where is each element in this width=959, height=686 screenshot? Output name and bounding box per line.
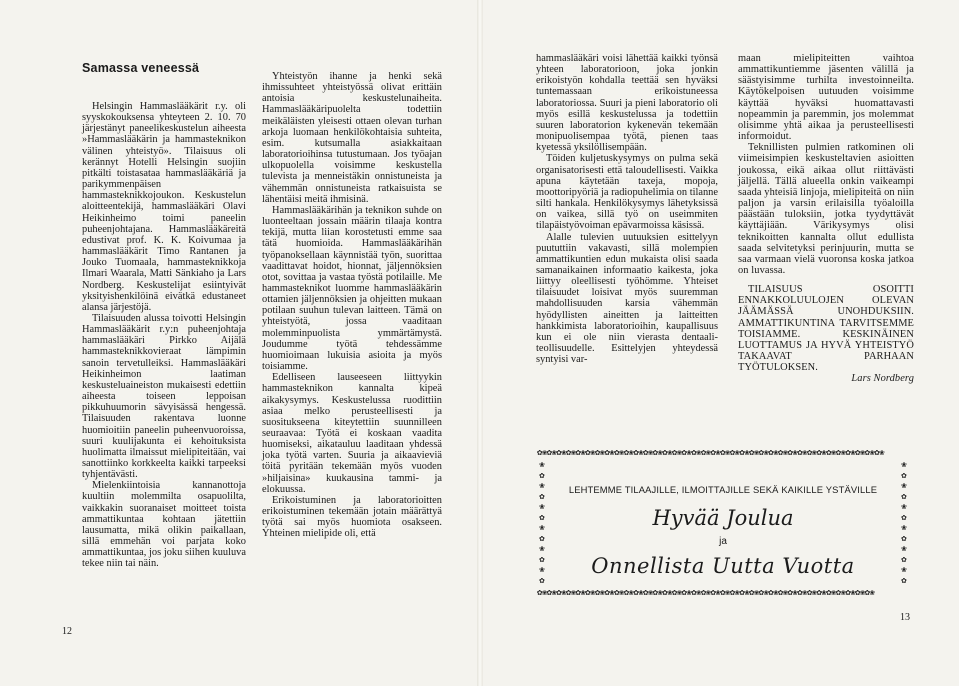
paragraph: Alalle tulevien uutuuksien esittelyyn puututtiin vakavasti, sillä molempien ammattikuntien edun mukaista olisi saada samanaikainen informaatio kaikesta, joka liittyy oleellisesti työhömme. Yhteiset tilaisuudet loisivat myös suuremman mahdollisuuden karsia vähemmän hyödyllisten aineitten ja laitteitten hankkimista laboratorioihin, kaupallisuus kun ei ole niin vierasta dentaali-teollisuudelle. Esittelyjen yhteydessä syntyisi var- [536, 231, 718, 366]
closing-statement: TILAISUUS OSOITTI ENNAKKOLUULOJEN OLEVAN JÄÄMÄSSÄ UNOHDUKSIIN. AMMATTIKUNTINA TARVITSEMME TOISIAMME. KESKINÄINEN LUOTTAMUS JA HYVÄ YHTEISTYÖ TAKAAVAT PARHAAN TYÖTULOKSEN. [738, 284, 914, 374]
article-column-1 [82, 101, 246, 570]
paragraph: Tilaisuuden alussa toivotti Helsingin Hammaslääkärit r.y:n puheenjohtaja hammaslääkäri Pirkko Aijälä hammasteknikkovieraat lämpimin sanoin tervetulleiksi. Hammaslääkäri Heikinheimon laatiman keskusteluaineiston mukaisesti edettiin aiheesta toiseen leppoisan pikkuhuumorin sävyisässä hengessä. Tilaisuuden rakentava luonne huomioitiin paneelin puheenvuoroissa, suuri kuulijakunta ei kehoituksista huolimatta ilmaissut mielipiteitään, vai sanottiinko korkkeelta kaikki tarpeeksi tyhjentävästi. [82, 312, 246, 481]
paragraph: Erikoistuminen ja laboratorioitten erikoistuminen tekemään jotain määrättyä työtä sai myös huomiota osakseen. Yhteinen mielipide oli, että [262, 494, 442, 540]
paragraph: Yhteistyön ihanne ja henki sekä ihmissuhteet yhteistyössä olivat erittäin antoisia keskustelunaiheita. Hammaslääkäripuolelta todettiin meikäläisten yleisesti ottaen olevan turhan arkoja luomaan henkilökohtaisia suhteita, esim. kutsumalla asiakkaitaan laboratorioihinsa tutustumaan. Jos työajan ulkopuolella voisimme keskustella tulevista ja menneistäkin onnistuneista ja vähemmän onnistuneista ratkaisuista se lähentäisi meitä ihmisinä. [262, 71, 442, 205]
paragraph: Töiden kuljetuskysymys on pulma sekä organisatorisesti että taloudellisesti. Vaikka apuna käytetään taxeja, mopoja, moottoripyöriä ja radiopuhelimia on tilanne silti hankala. Henkilökysymys lähetyksissä on vaikea, sillä työ on useimmiten tilapäistyövoiman epävarmoissa käsissä. [536, 153, 718, 232]
ornament-border-left: ❀ ✿ ❀ ✿ ❀ ✿ ❀ ✿ ❀ ✿ ❀ ✿ [539, 460, 545, 586]
paragraph: Teknillisten pulmien ratkominen oli viimeisimpien keskusteltavien asioitten joukossa, eikä aikaa ollut riittävästi jäljellä. Tällä alueella onkin vaikeampi saada yhteisiä linjoja, mielipiteitä on niin paljon ja varsin erilaisilla työaloilla päästään tuloksiin, jotka tyydyttävät käyttäjiään. Värikysymys olisi teknikoitten kannalta ollut edullista saada selvitetyksi perinjuurin, mutta se saa varmaan vielä vuoronsa koska jatkoa on luvassa. [738, 142, 914, 276]
paragraph: hammaslääkäri voisi lähettää kaikki työnsä yhteen laboratorioon, joka jonkin erikoistyön kohdalla teettää sen hyväksi tuntemassaan erikoistuneessa laboratoriossa. Suuri ja pieni laboratorio oli myös esillä keskustelussa ja todettiin suuren laboratorion kykenevän tekemään monipuolisempaa työtä, pienen taas kyetessä yksilöllisempään. [536, 53, 718, 154]
article-column-4 [738, 53, 914, 385]
article-column-3 [536, 53, 718, 365]
author-signature: Lars Nordberg [851, 373, 914, 385]
ornament-border-top: ✿❀✿❀✿❀✿❀✿❀✿❀✿❀✿❀✿❀✿❀✿❀✿❀✿❀✿❀✿❀✿❀✿❀✿❀✿❀✿❀✿❀✿❀✿❀✿❀✿❀✿❀✿❀✿❀✿❀✿❀✿❀✿❀✿❀✿❀✿❀✿❀ [537, 448, 884, 458]
paragraph: maan mielipiteitten vaihtoa ammattikuntiemme jäsenten välillä ja säästyisimme turhilta investoinneilta. Käytökelpoisen uutuuden voisimme käyttää hyväksi huomattavasti nopeammin ja paremmin, jos molemmat olisimme yhtä aikaa ja perusteellisesti informoidut. [738, 53, 914, 143]
greeting-christmas: Hyvää Joulua [652, 506, 794, 530]
paragraph: Edelliseen lauseeseen liittyykin hammasteknikon kannalta kipeä aikakysymys. Keskustelussa ruodittiin asiaa melko perusteellisesti ja suositukseena kiteytettiin suunnilleen seuraavaa: Työtä ei koskaan vaadita huomiseksi, aikatauluu laaditaan yhdessä joka työtä varten. Suuria ja aikaavieviä töitä pyritään tekemään myös vuoden »hiljaisina» kuukausina tammi- ja elokuussa. [262, 372, 442, 495]
paragraph: Helsingin Hammaslääkärit r.y. oli syyskokouksensa yhteyteen 2. 10. 70 järjestänyt paneelikeskustelun aiheesta »Hammaslääkärin ja hammasteknikon välinen yhteistyö». Tilaisuus oli kerännyt Hotelli Helsingin suojiin pitkälti toistasataa hammaslääkäriä ja parikymmenpäisen hammasteknikkojoukon. Keskustelun aloitteentekijä, hammaslääkäri Olavi Heikinheimo toimi paneelin puheenjohtajana. Hammaslääkäreitä edustivat prof. K. K. Koivumaa ja hammaslääkärit Timo Rantanen ja Jouko Tuomaala, hammasteknikkoja Ilmari Waarala, Matti Sänkiaho ja Lars Nordberg. Keskustelijat esiintyivät yksityishenkilöinä eivätkä edustaneet alansa järjestöjä. [82, 101, 246, 313]
page-number-left: 12 [62, 626, 72, 637]
article-column-2 [262, 71, 442, 540]
ornament-border-bottom: ✿❀✿❀✿❀✿❀✿❀✿❀✿❀✿❀✿❀✿❀✿❀✿❀✿❀✿❀✿❀✿❀✿❀✿❀✿❀✿❀✿❀✿❀✿❀✿❀✿❀✿❀✿❀✿❀✿❀✿❀✿❀✿❀✿❀✿❀✿❀ [537, 588, 875, 598]
greeting-and: ja [719, 536, 727, 547]
paragraph: Hammaslääkärihän ja teknikon suhde on luonteeltaan jossain määrin tilaaja kontra tekijä, mutta liian korostetusti emme saa tätä huomioida. Hammaslääkärihän työpanoksellaan käynnistää työn, suorittaa vaadittavat hoidot, hionnat, jäljennöksien otot, sovittaa ja vastaa työstä potilaille. Me hammasteknikot luomme hammaslääkärin ottamien jäljennöksien ja ohjeitten mukaan potilaan suuhun tulevan laitteen. Tämä on yhteistyötä, jossa vaaditaan molemminpuolista ymmärtämystä. Joudumme työtä tehdessämme huomioimaan lukuisia asioita ja myös toisiamme. [262, 204, 442, 373]
page-number-right: 13 [900, 612, 910, 623]
season-greeting-box [537, 448, 909, 598]
paragraph: Mielenkiintoisia kannanottoja kuultiin molemmilta osapuolilta, vaikkakin suoranaiset moitteet toista ammattikuntaa kohtaan jätettiin lausumatta, mikä olikin paikallaan, sillä emmehän voi parjata koko ammattikuntaa, jos joku siihen kuuluva tekee niin tai näin. [82, 480, 246, 570]
page-gutter [477, 0, 483, 686]
article-heading: Samassa veneessä [82, 61, 200, 75]
ornament-border-right: ❀ ✿ ❀ ✿ ❀ ✿ ❀ ✿ ❀ ✿ ❀ ✿ [901, 460, 907, 586]
greeting-recipients: LEHTEMME TILAAJILLE, ILMOITTAJILLE SEKÄ KAIKILLE YSTÄVILLE [568, 484, 878, 495]
greeting-new-year: Onnellista Uutta Vuotta [591, 554, 855, 578]
